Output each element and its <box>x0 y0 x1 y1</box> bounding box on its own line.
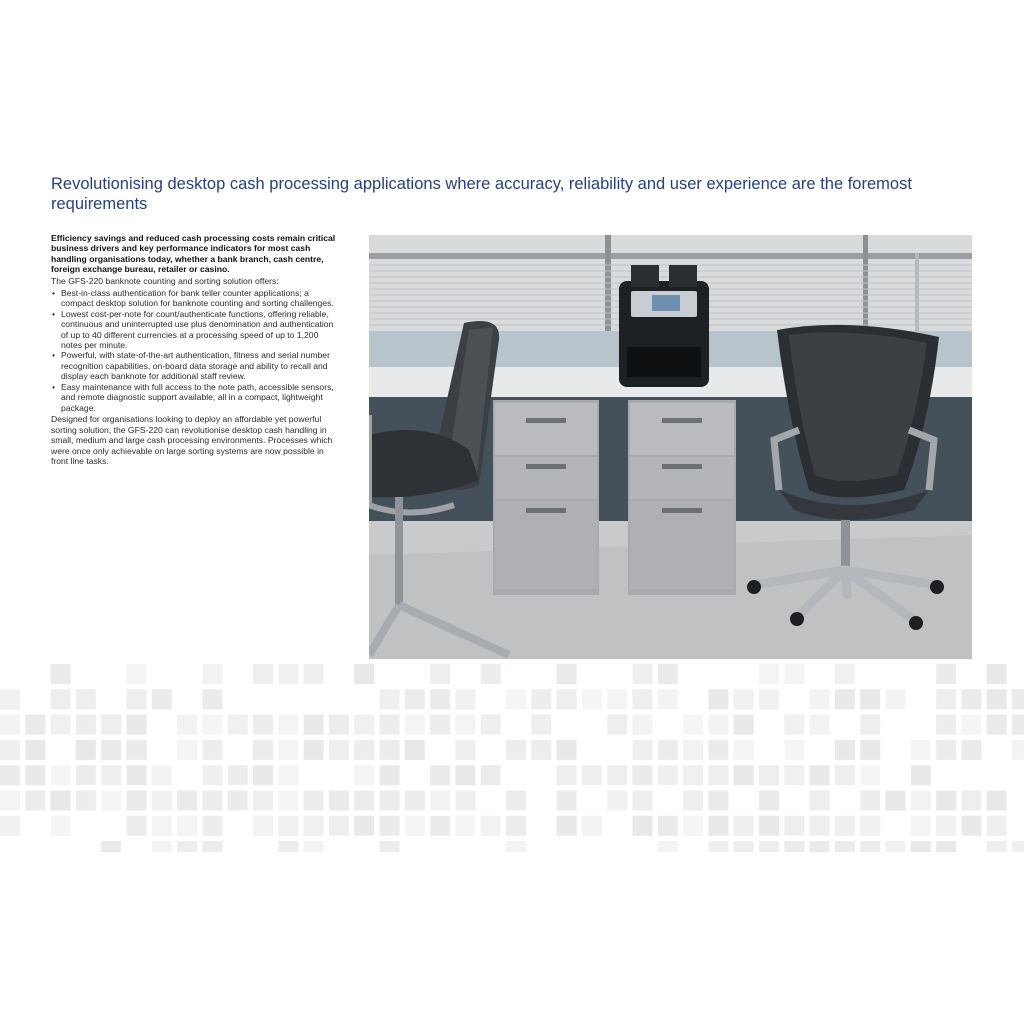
feature-list <box>51 288 341 413</box>
body-text <box>51 233 341 468</box>
list-item: • Lowest cost-per-note for count/authenticate functions, offering reliable, continuous and uninterrupted use plus denomination and authentication of up to 40 different currencies at a processing speed of up to 1,200 notes per minute. <box>51 309 341 351</box>
intro-paragraph: The GFS-220 banknote counting and sorting solution offers: <box>51 276 279 287</box>
headline: Revolutionising desktop cash processing applications where accuracy, reliability and user experience are the foremost requirements <box>51 175 912 213</box>
lead-paragraph: Efficiency savings and reduced cash processing costs remain critical business drivers and key performance indicators for most cash handling organisations today, whether a bank branch, cash centre, foreign exchange bureau, retailer or casino. <box>51 233 336 275</box>
list-item: • Powerful, with state-of-the-art authentication, fitness and serial number recognition capabilities, on-board data storage and ability to recall and display each banknote for additional staff review. <box>51 350 341 381</box>
list-item: • Best-in-class authentication for bank teller counter applications; a compact desktop solution for banknote counting and sorting challenges. <box>51 288 341 309</box>
pixel-mosaic-decoration <box>0 660 1024 852</box>
list-item: • Easy maintenance with full access to the note path, accessible sensors, and remote diagnostic support available, all in a compact, lightweight package. <box>51 382 341 413</box>
office-photo <box>369 235 972 659</box>
closing-paragraph: Designed for organisations looking to deploy an affordable yet powerful sorting solution, the GFS-220 can revolutionise desktop cash handling in small, medium and large cash processing environments. Processes which were once only achievable on large sorting systems are now possible in front line tasks. <box>51 414 333 467</box>
